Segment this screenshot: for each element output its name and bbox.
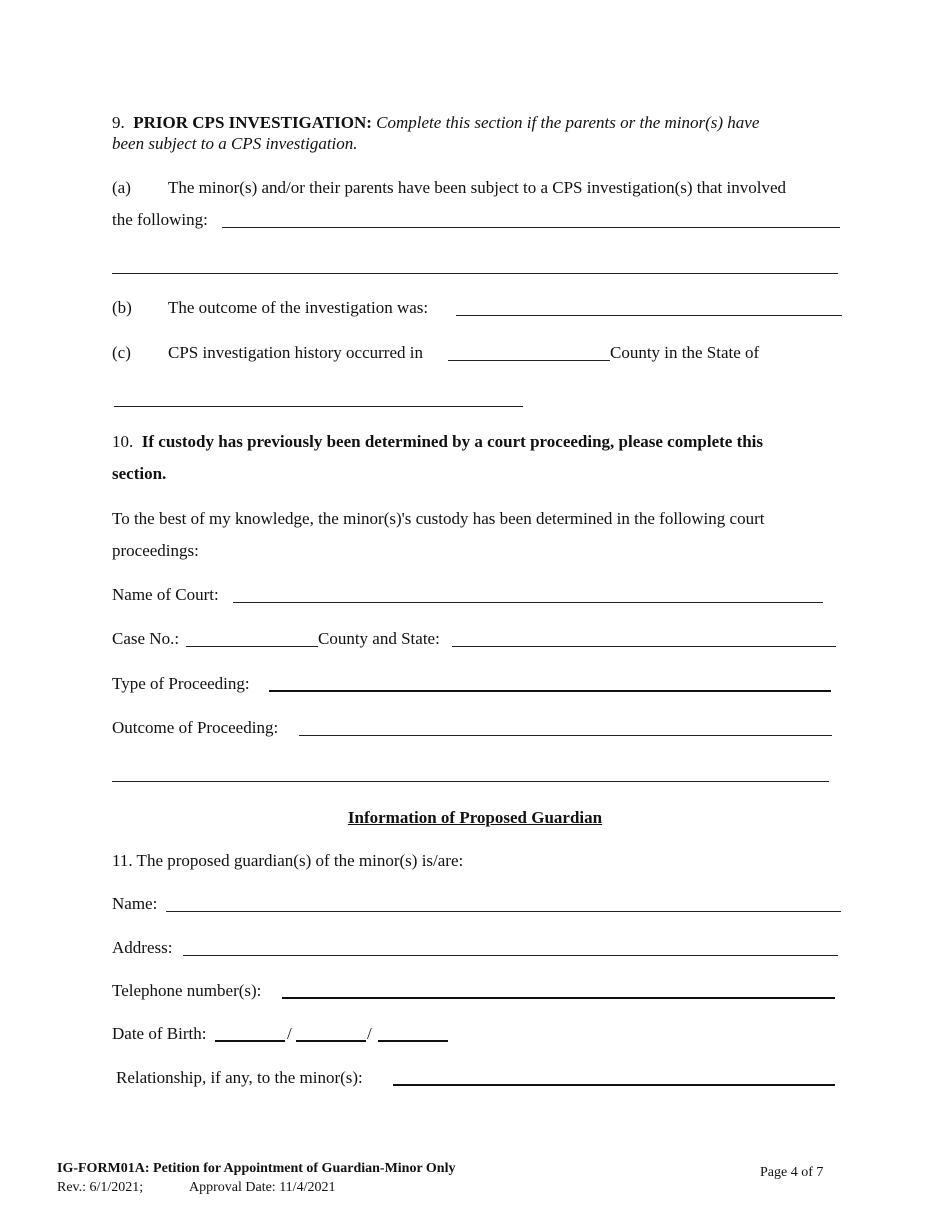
section9c-county-line[interactable] <box>448 360 610 361</box>
outcome-label: Outcome of Proceeding: <box>112 718 279 737</box>
section9c-text-2: County in the State of <box>610 343 760 362</box>
footer-approval: Approval Date: 11/4/2021 <box>189 1180 336 1195</box>
guardian-section-title: Information of Proposed Guardian <box>347 808 603 827</box>
footer-revision: Rev.: 6/1/2021; <box>57 1180 144 1195</box>
guardian-address-line[interactable] <box>183 955 838 956</box>
section10-title-2: section. <box>112 464 167 483</box>
section9-number: 9. <box>112 113 125 132</box>
section9b-answer-line[interactable] <box>456 315 842 316</box>
name-of-court-label: Name of Court: <box>112 585 219 604</box>
section9-instruction-2-text: been subject to a CPS investigation. <box>112 134 358 153</box>
guardian-phone-label: Telephone number(s): <box>112 981 262 1000</box>
dob-slash-1: / <box>287 1024 292 1043</box>
outcome-line-2[interactable] <box>112 781 829 782</box>
section9c-text-1: CPS investigation history occurred in <box>168 343 423 362</box>
section9-instruction-1: Complete this section if the parents or the minor(s) have <box>376 113 760 132</box>
dob-year-line[interactable] <box>378 1040 448 1042</box>
relationship-line[interactable] <box>393 1084 835 1086</box>
section10-intro-1: To the best of my knowledge, the minor(s)'s custody has been determined in the following court <box>112 509 765 528</box>
section10-intro-2: proceedings: <box>112 541 199 560</box>
dob-month-line[interactable] <box>215 1040 285 1042</box>
section9b-text: The outcome of the investigation was: <box>168 298 429 317</box>
section9a-text-2: the following: <box>112 210 208 229</box>
section9-heading <box>112 113 759 133</box>
case-no-line[interactable] <box>186 646 318 647</box>
outcome-line-1[interactable] <box>299 735 832 736</box>
section10-title-1: If custody has previously been determined by a court proceeding, please complete this <box>141 432 764 451</box>
section10-heading-1 <box>112 432 763 452</box>
guardian-phone-line[interactable] <box>282 997 835 999</box>
q11-text: 11. The proposed guardian(s) of the minor(s) is/are: <box>112 851 464 870</box>
section9-instruction-2 <box>112 134 358 154</box>
name-of-court-line[interactable] <box>233 602 823 603</box>
guardian-dob-label: Date of Birth: <box>112 1024 207 1043</box>
county-state-label: County and State: <box>318 629 440 648</box>
guardian-name-line[interactable] <box>166 911 841 912</box>
footer-form-title: IG-FORM01A: Petition for Appointment of Guardian-Minor Only <box>57 1161 456 1176</box>
section9a-label: (a) <box>112 178 131 197</box>
section9a-text-1: The minor(s) and/or their parents have been subject to a CPS investigation(s) that involved <box>168 178 786 197</box>
section9c-label: (c) <box>112 343 131 362</box>
dob-slash-2: / <box>367 1024 372 1043</box>
relationship-label: Relationship, if any, to the minor(s): <box>116 1068 363 1087</box>
dob-day-line[interactable] <box>296 1040 366 1042</box>
type-of-proceeding-line[interactable] <box>269 690 831 692</box>
section9b-label: (b) <box>112 298 132 317</box>
section10-heading-2 <box>112 464 166 484</box>
type-of-proceeding-label: Type of Proceeding: <box>112 674 250 693</box>
guardian-address-label: Address: <box>112 938 173 957</box>
section10-number: 10. <box>112 432 134 451</box>
footer-page-number: Page 4 of 7 <box>760 1165 824 1180</box>
guardian-name-label: Name: <box>112 894 158 913</box>
section9a-answer-line-1[interactable] <box>222 227 840 228</box>
section9a-answer-line-2[interactable] <box>112 273 838 274</box>
case-no-label: Case No.: <box>112 629 180 648</box>
section9c-state-line[interactable] <box>114 406 523 407</box>
section9-title: PRIOR CPS INVESTIGATION: <box>133 113 372 132</box>
county-state-line[interactable] <box>452 646 836 647</box>
